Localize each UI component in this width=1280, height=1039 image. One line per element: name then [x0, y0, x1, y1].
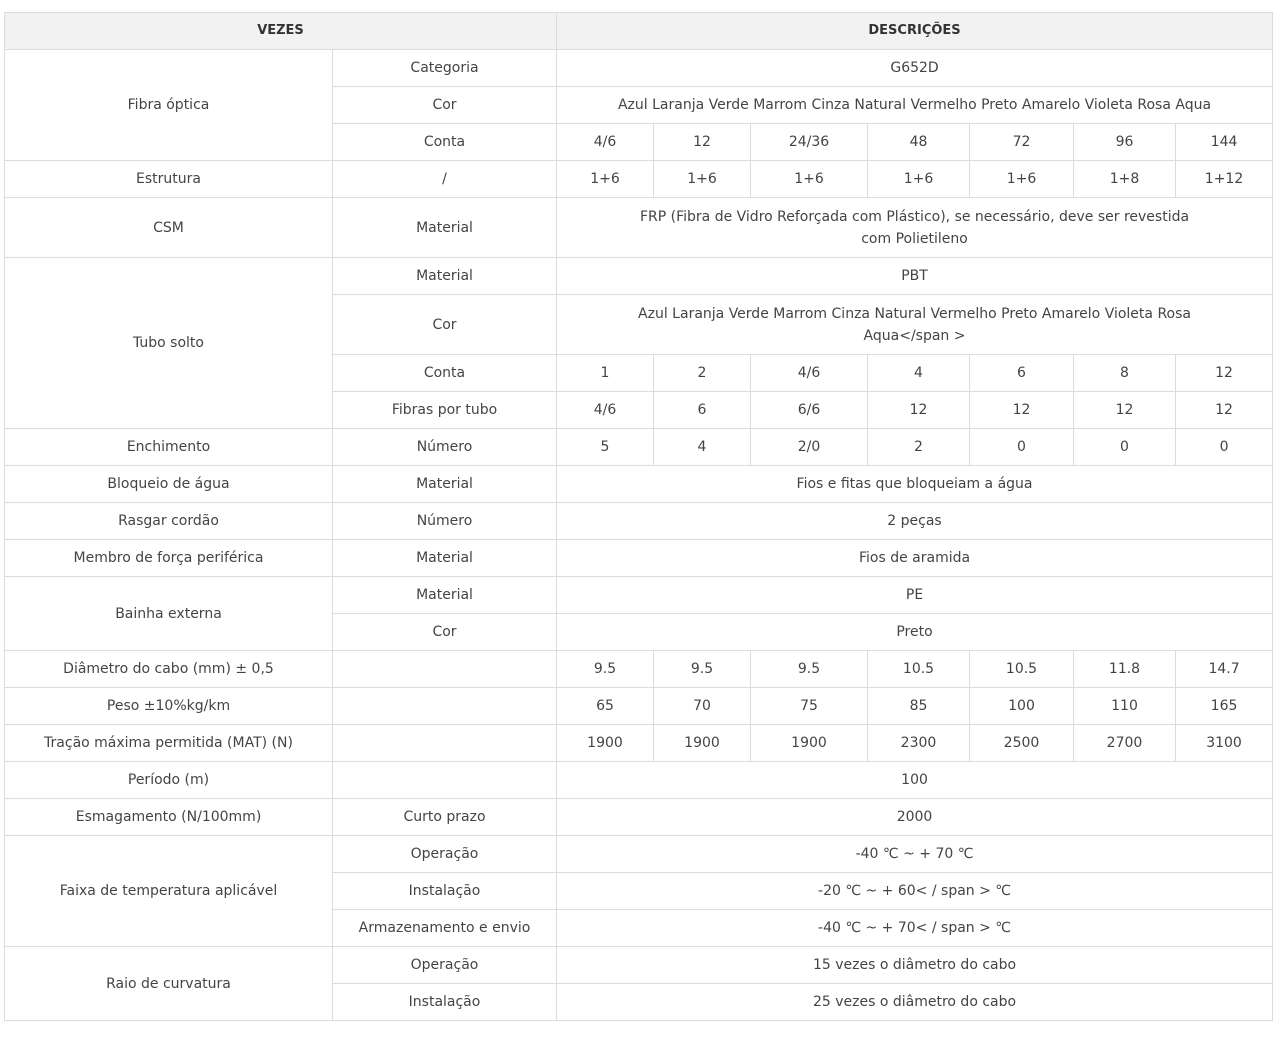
cell-value: 6/6 — [751, 392, 868, 429]
cell-value: G652D — [557, 50, 1273, 87]
sub-label: Armazenamento e envio — [333, 910, 557, 947]
cell-value: 1900 — [557, 725, 654, 762]
row-label: Rasgar cordão — [5, 503, 333, 540]
cell-value: 2300 — [868, 725, 970, 762]
table-row — [5, 836, 1273, 873]
row-label: Bloqueio de água — [5, 466, 333, 503]
row-label: Diâmetro do cabo (mm) ± 0,5 — [5, 651, 333, 688]
cell-value: 6 — [970, 355, 1074, 392]
cell-value: 12 — [654, 124, 751, 161]
cell-value: 70 — [654, 688, 751, 725]
cell-value: 10.5 — [970, 651, 1074, 688]
sub-label-empty — [333, 762, 557, 799]
table-row — [5, 258, 1273, 295]
sub-label: Número — [333, 429, 557, 466]
cell-value: -40 ℃ ~ + 70 ℃ — [557, 836, 1273, 873]
table-row — [5, 198, 1273, 258]
row-label: Faixa de temperatura aplicável — [5, 836, 333, 947]
cell-value: 0 — [1176, 429, 1273, 466]
cell-value: 1+8 — [1074, 161, 1176, 198]
cell-value: 85 — [868, 688, 970, 725]
table-row — [5, 651, 1273, 688]
cell-value: Fios de aramida — [557, 540, 1273, 577]
spec-table — [4, 12, 1273, 1021]
cell-value: 1900 — [751, 725, 868, 762]
cell-value: 4/6 — [557, 392, 654, 429]
cell-value: 96 — [1074, 124, 1176, 161]
table-row — [5, 799, 1273, 836]
sub-label: Operação — [333, 836, 557, 873]
header-descricoes: DESCRIÇÕES — [557, 13, 1273, 50]
cell-value: 100 — [557, 762, 1273, 799]
cell-value: 72 — [970, 124, 1074, 161]
sub-label-empty — [333, 725, 557, 762]
cell-value: 1+6 — [751, 161, 868, 198]
cell-value: 1+6 — [654, 161, 751, 198]
sub-label: Material — [333, 540, 557, 577]
cell-value: 110 — [1074, 688, 1176, 725]
cell-value: 4/6 — [557, 124, 654, 161]
cell-value: 3100 — [1176, 725, 1273, 762]
sub-label: Curto prazo — [333, 799, 557, 836]
cell-value: 4 — [654, 429, 751, 466]
cell-value: 9.5 — [654, 651, 751, 688]
cell-value: 12 — [1176, 392, 1273, 429]
row-label: Esmagamento (N/100mm) — [5, 799, 333, 836]
cell-value: 12 — [1074, 392, 1176, 429]
cell-value: 15 vezes o diâmetro do cabo — [557, 947, 1273, 984]
sub-label: Instalação — [333, 873, 557, 910]
table-row — [5, 50, 1273, 87]
row-label: Bainha externa — [5, 577, 333, 651]
cell-value: 2/0 — [751, 429, 868, 466]
cell-value: FRP (Fibra de Vidro Reforçada com Plástico), se necessário, deve ser revestida com Polietileno — [557, 198, 1273, 258]
table-row — [5, 540, 1273, 577]
cell-value: 9.5 — [557, 651, 654, 688]
cell-value: 2 — [868, 429, 970, 466]
cell-value: 0 — [1074, 429, 1176, 466]
cell-value: 12 — [970, 392, 1074, 429]
sub-label: Material — [333, 198, 557, 258]
cell-value: 1 — [557, 355, 654, 392]
sub-label: Fibras por tubo — [333, 392, 557, 429]
sub-label: Cor — [333, 295, 557, 355]
row-label: Fibra óptica — [5, 50, 333, 161]
table-row — [5, 161, 1273, 198]
cell-value: 1+6 — [970, 161, 1074, 198]
cell-value: 11.8 — [1074, 651, 1176, 688]
sub-label-empty — [333, 688, 557, 725]
cell-value: 10.5 — [868, 651, 970, 688]
cell-value: 24/36 — [751, 124, 868, 161]
cell-value: -40 ℃ ~ + 70< / span > ℃ — [557, 910, 1273, 947]
row-label: Membro de força periférica — [5, 540, 333, 577]
sub-label: Material — [333, 466, 557, 503]
cell-value: 2000 — [557, 799, 1273, 836]
cell-value: PBT — [557, 258, 1273, 295]
cell-value: 1+6 — [557, 161, 654, 198]
sub-label: Material — [333, 258, 557, 295]
cell-value: -20 ℃ ~ + 60< / span > ℃ — [557, 873, 1273, 910]
cell-value: 9.5 — [751, 651, 868, 688]
sub-label: Operação — [333, 947, 557, 984]
cell-value: PE — [557, 577, 1273, 614]
sub-label: Cor — [333, 87, 557, 124]
row-label: Tubo solto — [5, 258, 333, 429]
sub-label: Conta — [333, 355, 557, 392]
header-row — [5, 13, 1273, 50]
row-label: Enchimento — [5, 429, 333, 466]
row-label: Período (m) — [5, 762, 333, 799]
cell-value: 25 vezes o diâmetro do cabo — [557, 984, 1273, 1021]
row-label: Estrutura — [5, 161, 333, 198]
cell-value: 12 — [1176, 355, 1273, 392]
sub-label: / — [333, 161, 557, 198]
table-row — [5, 762, 1273, 799]
sub-label: Cor — [333, 614, 557, 651]
table-row — [5, 503, 1273, 540]
sub-label: Instalação — [333, 984, 557, 1021]
table-row — [5, 947, 1273, 984]
cell-value: Azul Laranja Verde Marrom Cinza Natural Vermelho Preto Amarelo Violeta Rosa Aqua</span > — [557, 295, 1273, 355]
cell-value: Fios e fitas que bloqueiam a água — [557, 466, 1273, 503]
sub-label: Conta — [333, 124, 557, 161]
cell-value: 2 — [654, 355, 751, 392]
cell-value: 165 — [1176, 688, 1273, 725]
table-row — [5, 466, 1273, 503]
row-label: Raio de curvatura — [5, 947, 333, 1021]
table-row — [5, 725, 1273, 762]
cell-value: 75 — [751, 688, 868, 725]
row-label: Tração máxima permitida (MAT) (N) — [5, 725, 333, 762]
table-row — [5, 429, 1273, 466]
cell-value: 144 — [1176, 124, 1273, 161]
cell-value: Azul Laranja Verde Marrom Cinza Natural Vermelho Preto Amarelo Violeta Rosa Aqua — [557, 87, 1273, 124]
cell-value: 12 — [868, 392, 970, 429]
cell-value: 8 — [1074, 355, 1176, 392]
cell-value: 48 — [868, 124, 970, 161]
cell-value: 100 — [970, 688, 1074, 725]
cell-value: 4/6 — [751, 355, 868, 392]
sub-label: Categoria — [333, 50, 557, 87]
cell-value: 14.7 — [1176, 651, 1273, 688]
table-row — [5, 577, 1273, 614]
cell-value: 2500 — [970, 725, 1074, 762]
cell-value: 2 peças — [557, 503, 1273, 540]
sub-label: Número — [333, 503, 557, 540]
cell-value: 1+6 — [868, 161, 970, 198]
table-row — [5, 688, 1273, 725]
cell-value: 4 — [868, 355, 970, 392]
sub-label-empty — [333, 651, 557, 688]
cell-value: Preto — [557, 614, 1273, 651]
cell-value: 1900 — [654, 725, 751, 762]
row-label: Peso ±10%kg/km — [5, 688, 333, 725]
header-vezes: VEZES — [5, 13, 557, 50]
cell-value: 5 — [557, 429, 654, 466]
cell-value: 2700 — [1074, 725, 1176, 762]
cell-value: 65 — [557, 688, 654, 725]
row-label: CSM — [5, 198, 333, 258]
cell-value: 1+12 — [1176, 161, 1273, 198]
cell-value: 0 — [970, 429, 1074, 466]
cell-value: 6 — [654, 392, 751, 429]
sub-label: Material — [333, 577, 557, 614]
